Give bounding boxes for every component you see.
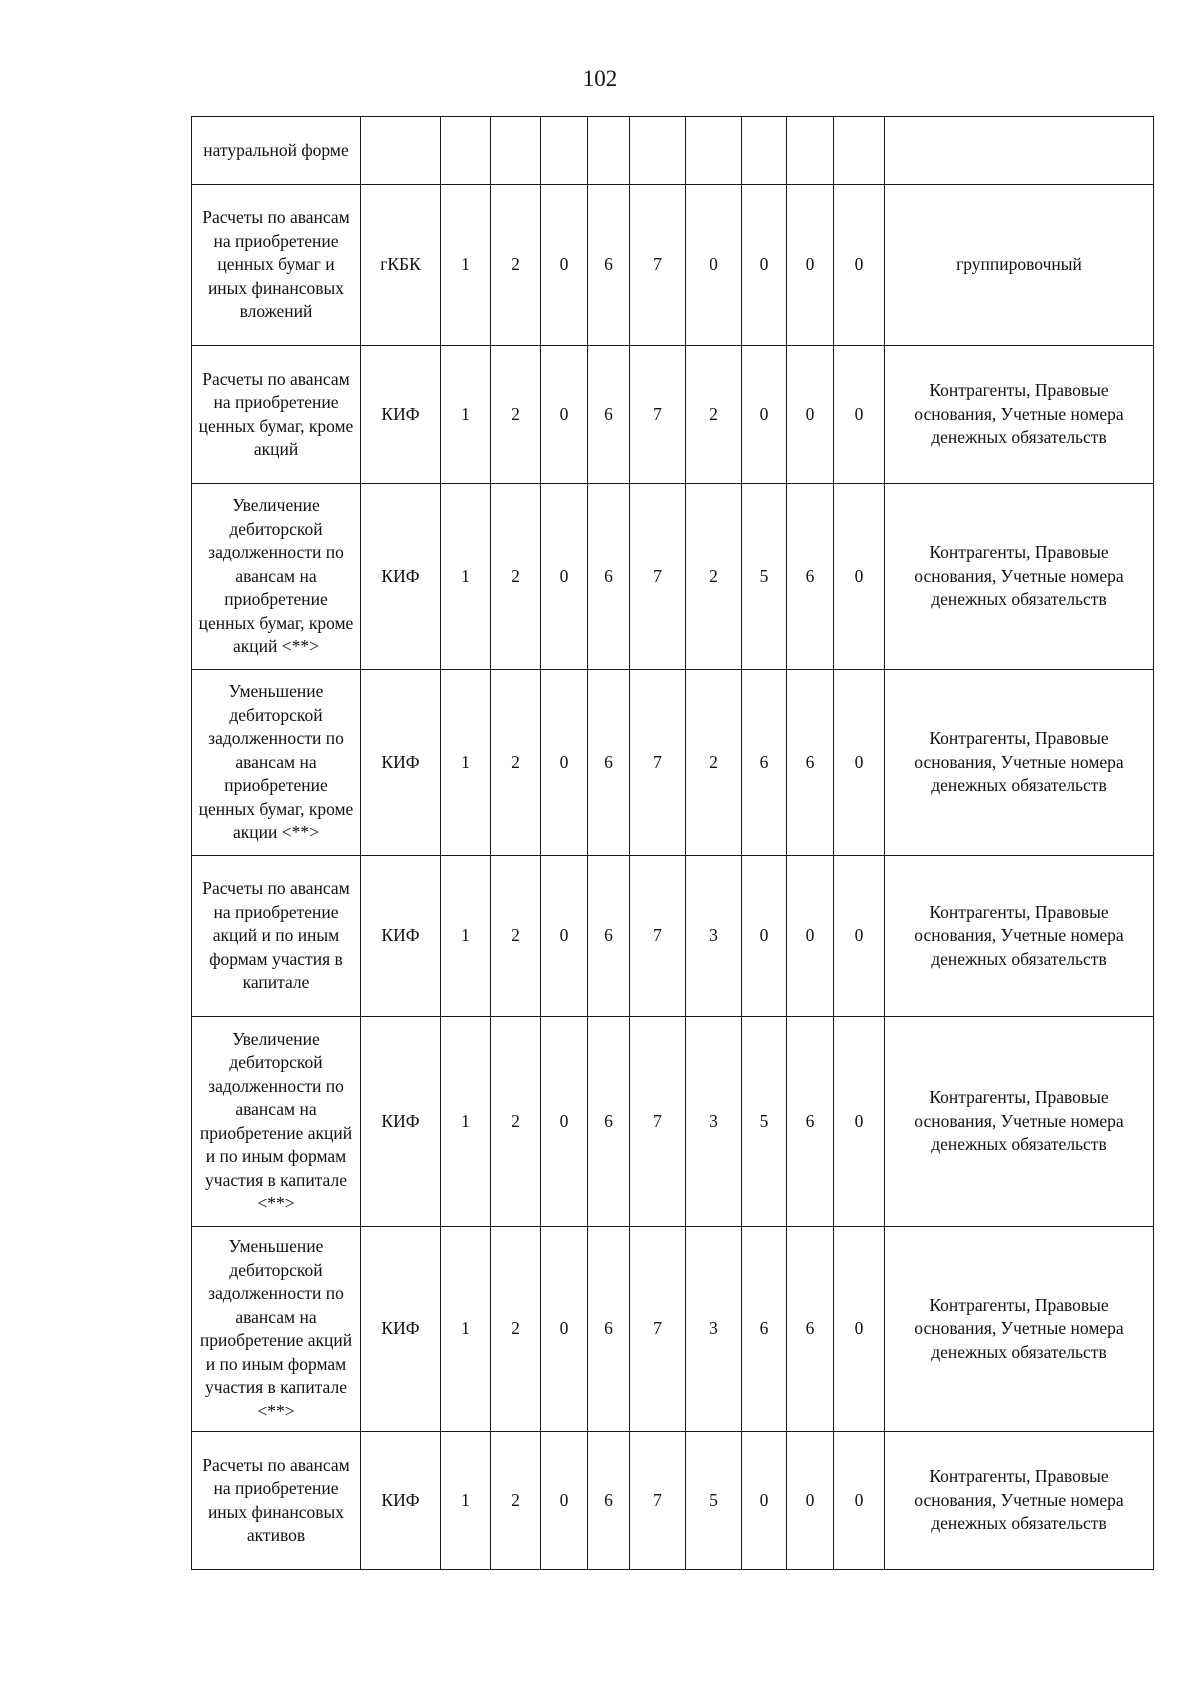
account-digit-cell: 1 — [441, 346, 491, 484]
account-digit-cell: 3 — [686, 1017, 742, 1227]
account-digit-cell: 6 — [588, 1432, 630, 1570]
account-digit-cell: 6 — [742, 670, 787, 856]
account-digit-cell: 0 — [787, 346, 834, 484]
analytics-cell: Контрагенты, Правовые основания, Учетные номера денежных обязательств — [885, 1227, 1154, 1432]
account-type-cell: КИФ — [361, 484, 441, 670]
analytics-cell: Контрагенты, Правовые основания, Учетные номера денежных обязательств — [885, 1017, 1154, 1227]
table-row — [192, 1432, 1154, 1570]
account-digit-cell: 2 — [491, 1227, 541, 1432]
account-type-cell: КИФ — [361, 856, 441, 1017]
account-digit-cell: 6 — [588, 1017, 630, 1227]
account-digit-cell: 2 — [491, 1017, 541, 1227]
account-name-cell: Расчеты по авансам на приобретение акций и по иным формам участия в капитале — [192, 856, 361, 1017]
account-digit-cell: 0 — [834, 856, 885, 1017]
account-digit-cell: 6 — [588, 185, 630, 346]
account-digit-cell: 0 — [742, 856, 787, 1017]
account-digit-cell: 7 — [630, 484, 686, 670]
account-digit-cell: 2 — [686, 346, 742, 484]
account-digit-cell — [686, 117, 742, 185]
account-digit-cell — [787, 117, 834, 185]
account-digit-cell: 0 — [541, 856, 588, 1017]
account-digit-cell: 7 — [630, 1227, 686, 1432]
account-digit-cell: 0 — [834, 670, 885, 856]
table-row — [192, 1227, 1154, 1432]
table-body — [192, 117, 1154, 1570]
account-digit-cell: 1 — [441, 1227, 491, 1432]
account-digit-cell: 6 — [588, 1227, 630, 1432]
account-digit-cell: 2 — [491, 484, 541, 670]
account-digit-cell: 6 — [742, 1227, 787, 1432]
account-digit-cell: 0 — [834, 185, 885, 346]
table-row — [192, 856, 1154, 1017]
account-name-cell: Расчеты по авансам на приобретение иных финансовых активов — [192, 1432, 361, 1570]
account-digit-cell: 6 — [787, 1227, 834, 1432]
account-digit-cell — [588, 117, 630, 185]
account-digit-cell: 6 — [588, 484, 630, 670]
table-row — [192, 484, 1154, 670]
account-digit-cell: 0 — [541, 1432, 588, 1570]
account-digit-cell: 2 — [491, 346, 541, 484]
account-name-cell: натуральной форме — [192, 117, 361, 185]
account-digit-cell: 7 — [630, 670, 686, 856]
account-digit-cell: 1 — [441, 1432, 491, 1570]
account-digit-cell: 3 — [686, 856, 742, 1017]
account-digit-cell: 1 — [441, 484, 491, 670]
account-digit-cell: 6 — [787, 484, 834, 670]
analytics-cell: Контрагенты, Правовые основания, Учетные номера денежных обязательств — [885, 856, 1154, 1017]
account-digit-cell: 1 — [441, 1017, 491, 1227]
account-digit-cell: 0 — [787, 185, 834, 346]
account-name-cell: Увеличение дебиторской задолженности по авансам на приобретение ценных бумаг, кроме акций <**> — [192, 484, 361, 670]
account-digit-cell: 0 — [686, 185, 742, 346]
account-digit-cell: 0 — [541, 1227, 588, 1432]
account-digit-cell: 1 — [441, 856, 491, 1017]
table-row — [192, 185, 1154, 346]
account-digit-cell: 2 — [686, 670, 742, 856]
account-digit-cell: 6 — [588, 346, 630, 484]
analytics-cell: Контрагенты, Правовые основания, Учетные номера денежных обязательств — [885, 484, 1154, 670]
account-digit-cell: 0 — [787, 1432, 834, 1570]
account-digit-cell: 0 — [834, 1227, 885, 1432]
account-digit-cell: 1 — [441, 185, 491, 346]
account-digit-cell: 0 — [541, 670, 588, 856]
account-type-cell: КИФ — [361, 346, 441, 484]
analytics-cell: группировочный — [885, 185, 1154, 346]
table-row — [192, 1017, 1154, 1227]
table-row — [192, 346, 1154, 484]
account-digit-cell: 1 — [441, 670, 491, 856]
account-name-cell: Увеличение дебиторской задолженности по авансам на приобретение акций и по иным формам участия в капитале <**> — [192, 1017, 361, 1227]
account-digit-cell: 0 — [541, 484, 588, 670]
account-digit-cell: 2 — [491, 670, 541, 856]
account-digit-cell: 0 — [541, 1017, 588, 1227]
account-digit-cell: 0 — [787, 856, 834, 1017]
account-digit-cell — [491, 117, 541, 185]
account-digit-cell: 5 — [686, 1432, 742, 1570]
account-name-cell: Расчеты по авансам на приобретение ценных бумаг, кроме акций — [192, 346, 361, 484]
account-name-cell: Уменьшение дебиторской задолженности по авансам на приобретение акций и по иным формам участия в капитале <**> — [192, 1227, 361, 1432]
account-name-cell: Расчеты по авансам на приобретение ценных бумаг и иных финансовых вложений — [192, 185, 361, 346]
account-digit-cell: 0 — [834, 1017, 885, 1227]
accounts-table — [191, 116, 1154, 1570]
account-type-cell: КИФ — [361, 1017, 441, 1227]
account-digit-cell: 6 — [588, 856, 630, 1017]
account-digit-cell — [630, 117, 686, 185]
account-digit-cell: 6 — [787, 1017, 834, 1227]
account-digit-cell: 2 — [686, 484, 742, 670]
account-digit-cell — [742, 117, 787, 185]
account-digit-cell: 0 — [541, 346, 588, 484]
account-type-cell: КИФ — [361, 1227, 441, 1432]
analytics-cell: Контрагенты, Правовые основания, Учетные номера денежных обязательств — [885, 670, 1154, 856]
account-digit-cell: 5 — [742, 484, 787, 670]
account-digit-cell: 2 — [491, 1432, 541, 1570]
account-name-cell: Уменьшение дебиторской задолженности по авансам на приобретение ценных бумаг, кроме акции <**> — [192, 670, 361, 856]
account-digit-cell — [541, 117, 588, 185]
analytics-cell: Контрагенты, Правовые основания, Учетные номера денежных обязательств — [885, 346, 1154, 484]
table-row — [192, 117, 1154, 185]
account-digit-cell: 3 — [686, 1227, 742, 1432]
account-type-cell: КИФ — [361, 670, 441, 856]
account-digit-cell — [441, 117, 491, 185]
account-digit-cell: 0 — [834, 484, 885, 670]
analytics-cell — [885, 117, 1154, 185]
account-digit-cell: 2 — [491, 856, 541, 1017]
account-digit-cell: 7 — [630, 856, 686, 1017]
account-digit-cell: 7 — [630, 1017, 686, 1227]
account-digit-cell: 0 — [834, 1432, 885, 1570]
account-digit-cell: 6 — [588, 670, 630, 856]
account-digit-cell: 2 — [491, 185, 541, 346]
account-digit-cell: 0 — [742, 346, 787, 484]
account-digit-cell: 0 — [541, 185, 588, 346]
account-digit-cell: 0 — [742, 185, 787, 346]
table-row — [192, 670, 1154, 856]
account-digit-cell — [834, 117, 885, 185]
account-digit-cell: 0 — [742, 1432, 787, 1570]
account-digit-cell: 0 — [834, 346, 885, 484]
account-type-cell: гКБК — [361, 185, 441, 346]
account-digit-cell: 7 — [630, 346, 686, 484]
analytics-cell: Контрагенты, Правовые основания, Учетные номера денежных обязательств — [885, 1432, 1154, 1570]
account-digit-cell: 7 — [630, 185, 686, 346]
account-type-cell — [361, 117, 441, 185]
account-type-cell: КИФ — [361, 1432, 441, 1570]
account-digit-cell: 5 — [742, 1017, 787, 1227]
account-digit-cell: 6 — [787, 670, 834, 856]
page-number: 102 — [582, 66, 618, 91]
account-digit-cell: 7 — [630, 1432, 686, 1570]
